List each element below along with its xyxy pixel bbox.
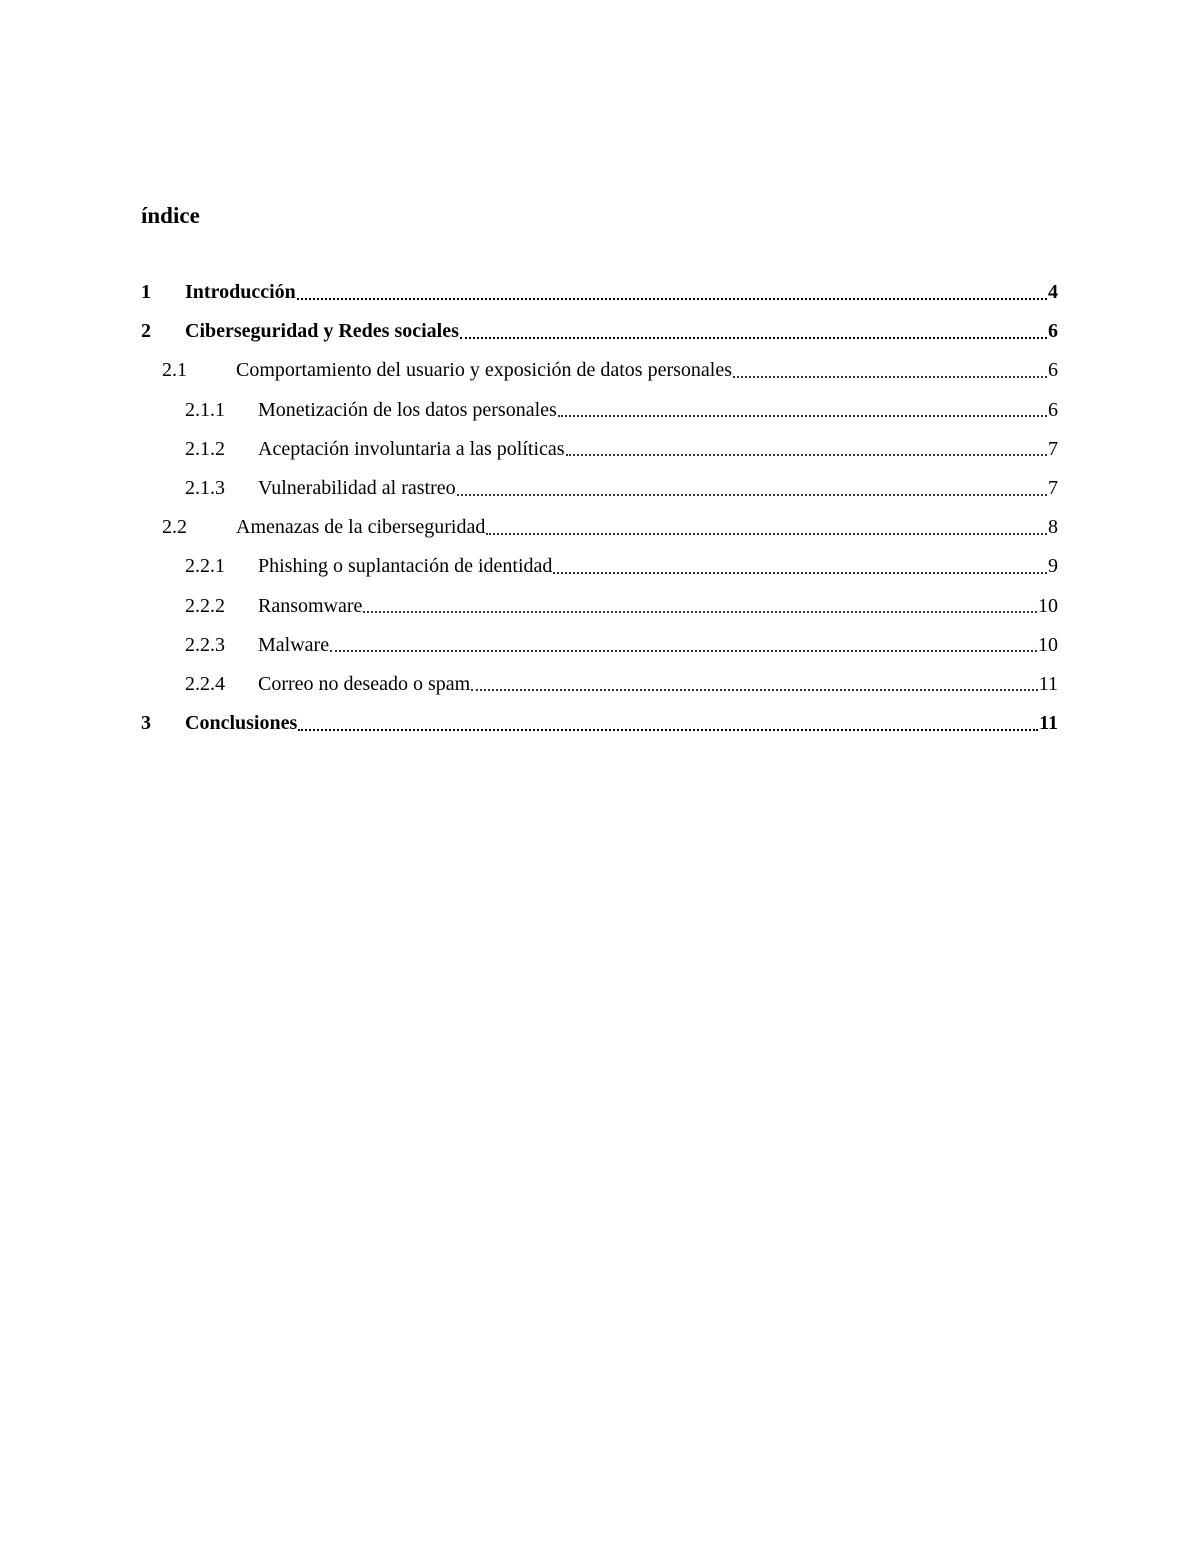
toc-entry-number: 2.1.1 bbox=[185, 398, 225, 421]
toc-entry-label: Introducción bbox=[185, 281, 296, 303]
toc-entry[interactable] bbox=[141, 665, 1058, 704]
toc-entry-label: Amenazas de la ciberseguridad bbox=[236, 516, 486, 539]
toc-entry-page: 10 bbox=[1038, 633, 1058, 656]
toc-entry-label: Phishing o suplantación de identidad bbox=[258, 555, 553, 578]
toc-entry-label: Correo no deseado o spam bbox=[258, 672, 471, 695]
toc-entry-number: 2.1.2 bbox=[185, 437, 225, 460]
toc-entry-page: 8 bbox=[1048, 516, 1058, 539]
toc-entry-page: 11 bbox=[1038, 672, 1058, 695]
dot-leader bbox=[460, 322, 1047, 342]
toc-title: índice bbox=[141, 203, 200, 228]
toc-entry-page: 11 bbox=[1039, 712, 1058, 735]
table-of-contents bbox=[141, 273, 1058, 743]
toc-entry[interactable] bbox=[141, 704, 1058, 743]
toc-entry-page: 7 bbox=[1048, 437, 1058, 460]
toc-entry-label: Malware bbox=[258, 633, 330, 656]
toc-entry[interactable] bbox=[141, 508, 1058, 547]
dot-leader bbox=[457, 479, 1047, 499]
dot-leader bbox=[733, 361, 1047, 381]
toc-entry-page: 4 bbox=[1048, 281, 1058, 303]
toc-entry[interactable] bbox=[141, 273, 1058, 312]
toc-entry-number: 2 bbox=[141, 320, 151, 343]
toc-entry-label: Comportamiento del usuario y exposición de datos personales bbox=[236, 359, 733, 382]
toc-entry-number: 1 bbox=[141, 281, 151, 303]
toc-entry-number: 2.1.3 bbox=[185, 476, 225, 499]
toc-entry[interactable] bbox=[141, 587, 1058, 626]
dot-leader bbox=[363, 596, 1037, 616]
toc-entry-number: 3 bbox=[141, 712, 151, 735]
dot-leader bbox=[297, 283, 1047, 303]
toc-entry-label: Vulnerabilidad al rastreo bbox=[258, 476, 456, 499]
toc-entry-number: 2.2.3 bbox=[185, 633, 225, 656]
dot-leader bbox=[553, 557, 1047, 577]
toc-entry[interactable] bbox=[141, 469, 1058, 508]
toc-entry[interactable] bbox=[141, 351, 1058, 390]
toc-entry-number: 2.2 bbox=[162, 516, 187, 539]
toc-entry-page: 9 bbox=[1048, 555, 1058, 578]
toc-entry-page: 6 bbox=[1048, 320, 1058, 343]
dot-leader bbox=[298, 714, 1038, 734]
toc-entry[interactable] bbox=[141, 312, 1058, 351]
toc-entry-label: Monetización de los datos personales bbox=[258, 398, 557, 421]
dot-leader bbox=[471, 674, 1038, 694]
toc-entry[interactable] bbox=[141, 391, 1058, 430]
toc-entry-number: 2.2.2 bbox=[185, 594, 225, 617]
toc-entry-label: Ciberseguridad y Redes sociales bbox=[185, 320, 459, 343]
toc-entry-label: Aceptación involuntaria a las políticas bbox=[258, 437, 565, 460]
toc-entry-number: 2.1 bbox=[162, 359, 187, 382]
toc-entry[interactable] bbox=[141, 547, 1058, 586]
dot-leader bbox=[558, 400, 1047, 420]
toc-entry-number: 2.2.1 bbox=[185, 555, 225, 578]
dot-leader bbox=[486, 518, 1047, 538]
toc-entry-page: 10 bbox=[1038, 594, 1058, 617]
dot-leader bbox=[566, 439, 1047, 459]
toc-entry-page: 6 bbox=[1048, 359, 1058, 382]
toc-entry[interactable] bbox=[141, 626, 1058, 665]
dot-leader bbox=[330, 635, 1037, 655]
toc-entry-page: 7 bbox=[1048, 476, 1058, 499]
toc-entry[interactable] bbox=[141, 430, 1058, 469]
toc-entry-label: Ransomware bbox=[258, 594, 363, 617]
toc-entry-page: 6 bbox=[1048, 398, 1058, 421]
toc-entry-number: 2.2.4 bbox=[185, 672, 225, 695]
toc-entry-label: Conclusiones bbox=[185, 712, 298, 735]
